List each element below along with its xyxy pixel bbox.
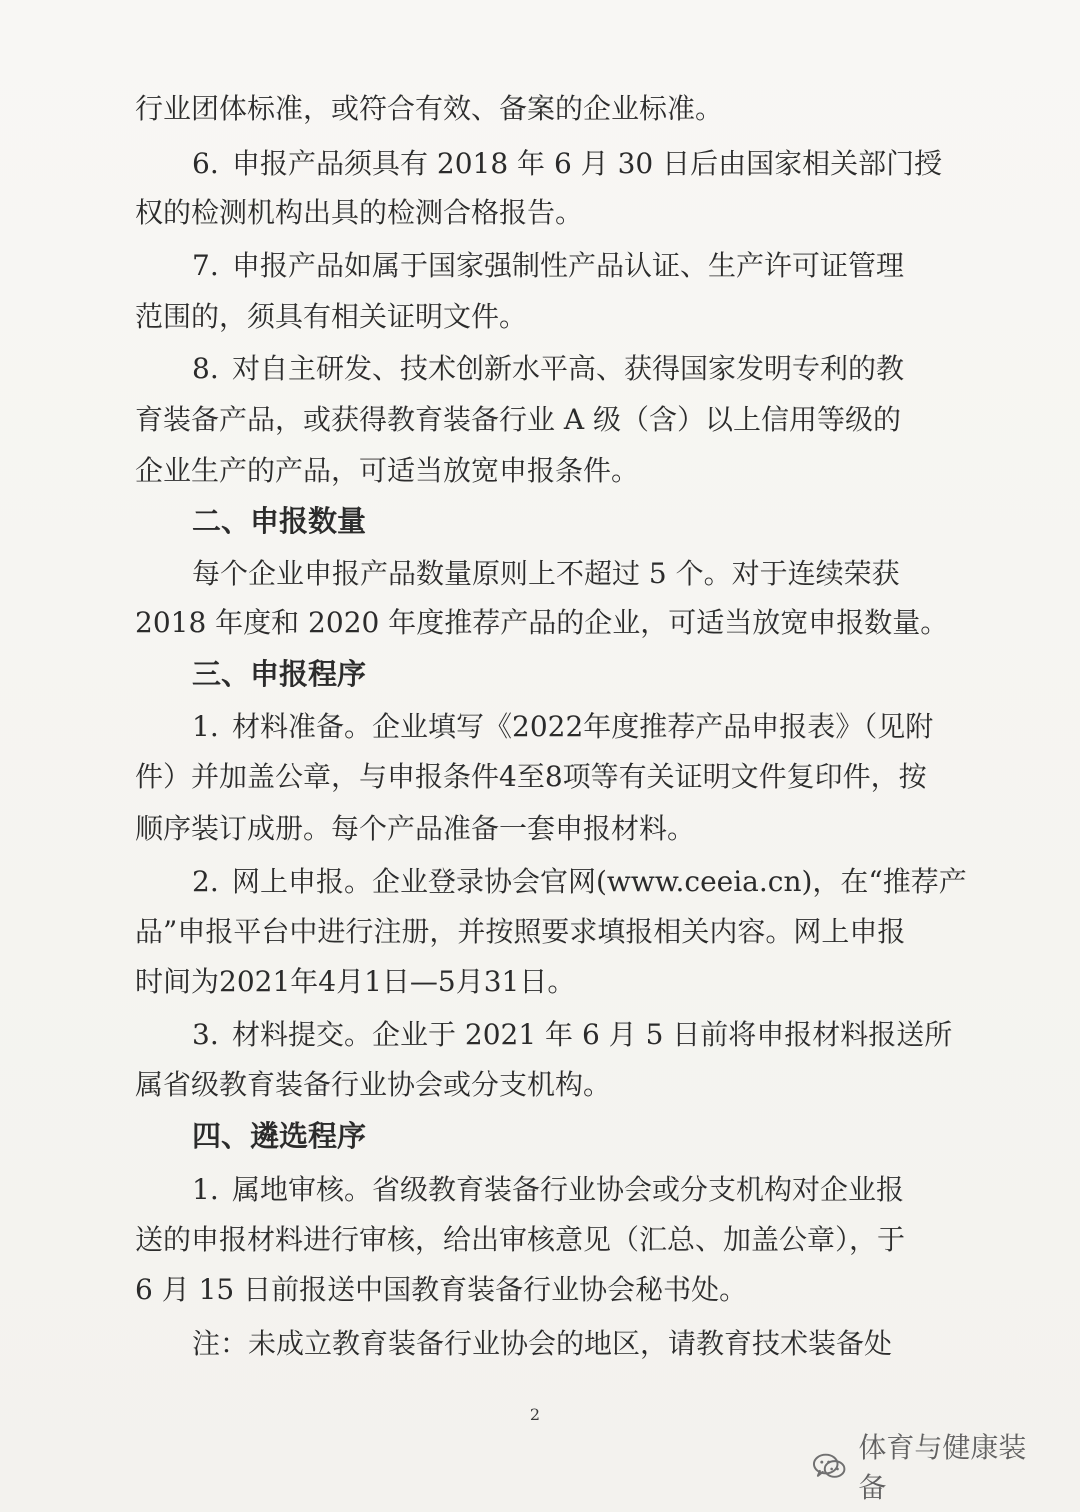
line-20-text: 属省级教育装备行业协会或分支机构。 (135, 1068, 612, 1101)
wechat-icon (811, 1451, 848, 1481)
text-line-13 (0, 702, 1080, 752)
section-heading-procedure (0, 649, 1080, 699)
note-text: 未成立教育装备行业协会的地区，请教育技术装备处 (248, 1327, 893, 1360)
text-line-8 (0, 446, 1080, 496)
text-line-1 (0, 84, 1080, 134)
line-16-text: 网上申报。企业登录协会官网(www.ceeia.cn)，在“推荐产 (232, 865, 967, 898)
section-heading-selection (0, 1111, 1080, 1161)
line-7-text: 育装备产品，或获得教育装备行业 A 级（含）以上信用等级的 (135, 403, 902, 436)
line-2-number: 6. (192, 147, 219, 180)
text-line-24 (0, 1265, 1080, 1315)
line-6-text: 对自主研发、技术创新水平高、获得国家发明专利的教 (232, 352, 905, 385)
line-22-text: 属地审核。省级教育装备行业协会或分支机构对企业报 (232, 1173, 905, 1206)
text-line-23 (0, 1215, 1080, 1265)
line-4-text: 申报产品如属于国家强制性产品认证、生产许可证管理 (232, 249, 905, 282)
line-4-number: 7. (192, 249, 219, 282)
line-13-text: 材料准备。企业填写《2022年度推荐产品申报表》（见附 (232, 710, 934, 743)
text-line-15 (0, 804, 1080, 854)
line-18-text: 时间为2021年4月1日—5月31日。 (135, 965, 576, 998)
watermark-text: 体育与健康装备 (858, 1431, 1027, 1504)
section-heading-quantity-text: 二、申报数量 (192, 504, 367, 538)
line-2-text: 申报产品须具有 2018 年 6 月 30 日后由国家相关部门授 (232, 147, 943, 180)
line-22-number: 1. (192, 1173, 219, 1206)
line-10-text: 每个企业申报产品数量原则上不超过 5 个。对于连续荣获 (192, 557, 900, 590)
text-line-6 (0, 344, 1080, 394)
line-6-number: 8. (192, 352, 219, 385)
section-heading-procedure-text: 三、申报程序 (192, 657, 367, 691)
note-label: 注： (192, 1327, 249, 1360)
text-line-20 (0, 1060, 1080, 1110)
text-line-7 (0, 395, 1080, 445)
line-23-text: 送的申报材料进行审核，给出审核意见（汇总、加盖公章），于 (135, 1223, 906, 1256)
line-19-number: 3. (192, 1018, 219, 1051)
line-11-text: 2018 年度和 2020 年度推荐产品的企业，可适当放宽申报数量。 (135, 606, 949, 639)
line-15-text: 顺序装订成册。每个产品准备一套申报材料。 (135, 812, 696, 845)
line-24-text: 6 月 15 日前报送中国教育装备行业协会秘书处。 (135, 1273, 748, 1306)
text-line-3 (0, 188, 1080, 238)
page-number: 2 (529, 1405, 541, 1424)
section-heading-selection-text: 四、遴选程序 (192, 1119, 367, 1153)
text-line-10 (0, 549, 1080, 599)
watermark (811, 1431, 1051, 1504)
text-line-22 (0, 1165, 1080, 1215)
text-line-5 (0, 292, 1080, 342)
line-14-text: 件）并加盖公章，与申报条件4至8项等有关证明文件复印件，按 (135, 760, 927, 793)
text-line-19 (0, 1010, 1080, 1060)
line-19-text: 材料提交。企业于 2021 年 6 月 5 日前将申报材料报送所 (232, 1018, 953, 1051)
line-13-number: 1. (192, 710, 219, 743)
section-heading-quantity (0, 496, 1080, 546)
text-line-2 (0, 139, 1080, 189)
line-1-text: 行业团体标准，或符合有效、备案的企业标准。 (135, 92, 724, 125)
line-5-text: 范围的，须具有相关证明文件。 (135, 300, 528, 333)
line-8-text: 企业生产的产品，可适当放宽申报条件。 (135, 454, 640, 487)
text-line-18 (0, 957, 1080, 1007)
line-3-text: 权的检测机构出具的检测合格报告。 (135, 196, 584, 229)
text-line-11 (0, 598, 1080, 648)
text-line-16 (0, 857, 1080, 907)
line-17-text: 品”申报平台中进行注册，并按照要求填报相关内容。网上申报 (135, 915, 906, 948)
text-line-4 (0, 241, 1080, 291)
line-16-number: 2. (192, 865, 219, 898)
text-line-17 (0, 907, 1080, 957)
text-line-25 (0, 1319, 1080, 1369)
text-line-14 (0, 752, 1080, 802)
